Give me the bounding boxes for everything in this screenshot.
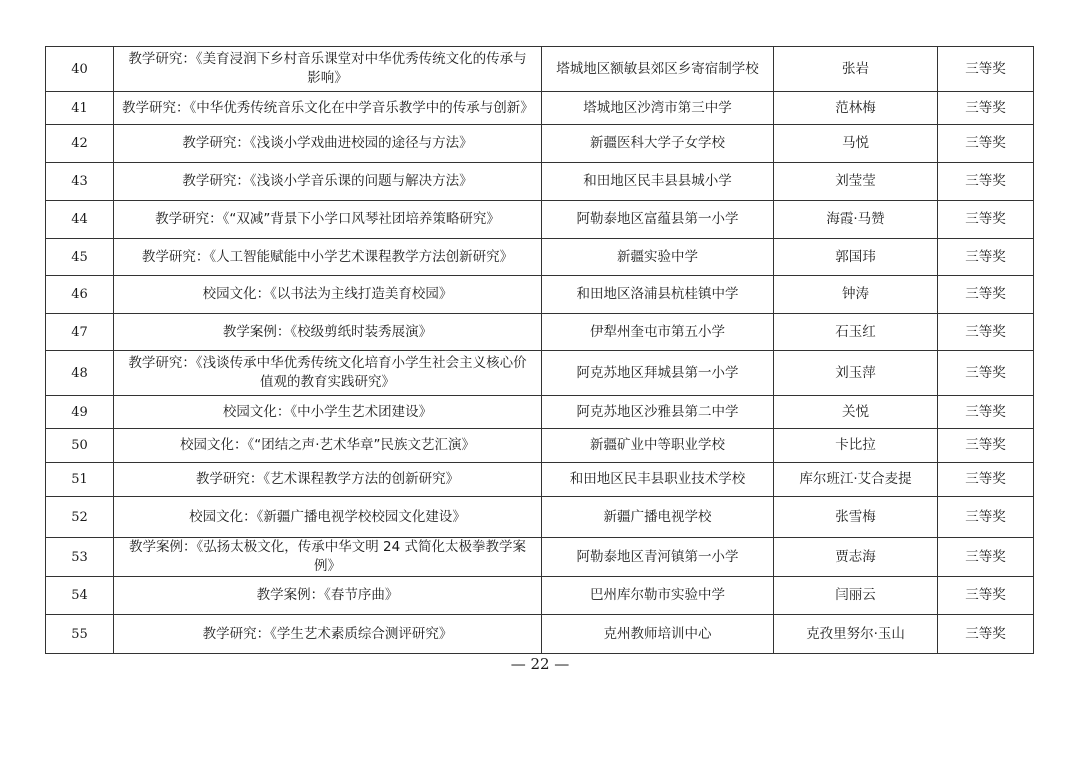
row-number: 53 [46,538,114,577]
entry-award: 三等奖 [938,351,1034,396]
entry-title: 教学研究：《浅谈传承中华优秀传统文化培育小学生社会主义核心价值观的教育实践研究》 [114,351,542,396]
row-number: 45 [46,239,114,276]
table-row [46,577,1034,615]
table-row [46,125,1034,163]
table-row [46,497,1034,538]
row-number: 55 [46,615,114,654]
entry-award: 三等奖 [938,314,1034,351]
entry-title: 校园文化：《中小学生艺术团建设》 [114,396,542,429]
entry-unit: 新疆医科大学子女学校 [542,125,774,163]
entry-title: 教学研究：《学生艺术素质综合测评研究》 [114,615,542,654]
table-row [46,163,1034,201]
entry-author: 库尔班江·艾合麦提 [774,463,938,497]
entry-author: 石玉红 [774,314,938,351]
entry-award: 三等奖 [938,615,1034,654]
table-row [46,47,1034,92]
entry-title: 教学研究：《浅谈小学音乐课的问题与解决方法》 [114,163,542,201]
entry-unit: 和田地区民丰县县城小学 [542,163,774,201]
entry-author: 张雪梅 [774,497,938,538]
table-row [46,463,1034,497]
table-row [46,351,1034,396]
entry-award: 三等奖 [938,463,1034,497]
entry-title: 教学研究：《人工智能赋能中小学艺术课程教学方法创新研究》 [114,239,542,276]
entry-unit: 伊犁州奎屯市第五小学 [542,314,774,351]
entry-unit: 阿勒泰地区青河镇第一小学 [542,538,774,577]
entry-title: 教学案例：《弘扬太极文化，传承中华文明 24 式简化太极拳教学案例》 [114,538,542,577]
table-row [46,92,1034,125]
entry-award: 三等奖 [938,92,1034,125]
table-row [46,276,1034,314]
entry-author: 马悦 [774,125,938,163]
row-number: 50 [46,429,114,463]
entry-title: 教学研究：《中华优秀传统音乐文化在中学音乐教学中的传承与创新》 [114,92,542,125]
row-number: 44 [46,201,114,239]
table-row [46,201,1034,239]
entry-unit: 巴州库尔勒市实验中学 [542,577,774,615]
entry-award: 三等奖 [938,239,1034,276]
entry-award: 三等奖 [938,276,1034,314]
row-number: 41 [46,92,114,125]
row-number: 42 [46,125,114,163]
entry-title: 校园文化：《“团结之声·艺术华章”民族文艺汇演》 [114,429,542,463]
entry-unit: 和田地区民丰县职业技术学校 [542,463,774,497]
entry-title: 教学研究：《艺术课程教学方法的创新研究》 [114,463,542,497]
entry-award: 三等奖 [938,538,1034,577]
page-number: — 22 — [510,655,570,673]
entry-title: 教学研究：《浅谈小学戏曲进校园的途径与方法》 [114,125,542,163]
entry-author: 郭国玮 [774,239,938,276]
row-number: 51 [46,463,114,497]
entry-author: 刘玉萍 [774,351,938,396]
entry-unit: 新疆矿业中等职业学校 [542,429,774,463]
entry-author: 张岩 [774,47,938,92]
row-number: 40 [46,47,114,92]
entry-unit: 塔城地区沙湾市第三中学 [542,92,774,125]
entry-author: 克孜里努尔·玉山 [774,615,938,654]
table-row [46,429,1034,463]
entry-author: 范林梅 [774,92,938,125]
entry-author: 卡比拉 [774,429,938,463]
entry-award: 三等奖 [938,577,1034,615]
entry-award: 三等奖 [938,429,1034,463]
entry-title: 校园文化：《新疆广播电视学校校园文化建设》 [114,497,542,538]
entry-title: 校园文化：《以书法为主线打造美育校园》 [114,276,542,314]
table-row [46,314,1034,351]
entry-title: 教学案例：《春节序曲》 [114,577,542,615]
entry-award: 三等奖 [938,125,1034,163]
row-number: 43 [46,163,114,201]
entry-unit: 阿克苏地区沙雅县第二中学 [542,396,774,429]
row-number: 46 [46,276,114,314]
entry-unit: 阿克苏地区拜城县第一小学 [542,351,774,396]
entry-unit: 克州教师培训中心 [542,615,774,654]
entry-title: 教学案例：《校级剪纸时装秀展演》 [114,314,542,351]
table-row [46,239,1034,276]
entry-author: 刘莹莹 [774,163,938,201]
entry-author: 海霞·马赞 [774,201,938,239]
entry-author: 贾志海 [774,538,938,577]
entry-unit: 塔城地区额敏县郊区乡寄宿制学校 [542,47,774,92]
entry-award: 三等奖 [938,396,1034,429]
entry-award: 三等奖 [938,47,1034,92]
entry-author: 闫丽云 [774,577,938,615]
entry-unit: 新疆实验中学 [542,239,774,276]
table-row [46,615,1034,654]
table-row [46,538,1034,577]
entry-title: 教学研究：《“双减”背景下小学口风琴社团培养策略研究》 [114,201,542,239]
entry-award: 三等奖 [938,163,1034,201]
row-number: 54 [46,577,114,615]
entry-author: 关悦 [774,396,938,429]
entry-unit: 阿勒泰地区富蕴县第一小学 [542,201,774,239]
row-number: 52 [46,497,114,538]
entry-author: 钟涛 [774,276,938,314]
row-number: 47 [46,314,114,351]
table-row [46,396,1034,429]
entry-award: 三等奖 [938,497,1034,538]
row-number: 48 [46,351,114,396]
entry-unit: 和田地区洛浦县杭桂镇中学 [542,276,774,314]
entry-award: 三等奖 [938,201,1034,239]
awards-table [45,46,1034,654]
entry-unit: 新疆广播电视学校 [542,497,774,538]
entry-title: 教学研究：《美育浸润下乡村音乐课堂对中华优秀传统文化的传承与影响》 [114,47,542,92]
row-number: 49 [46,396,114,429]
